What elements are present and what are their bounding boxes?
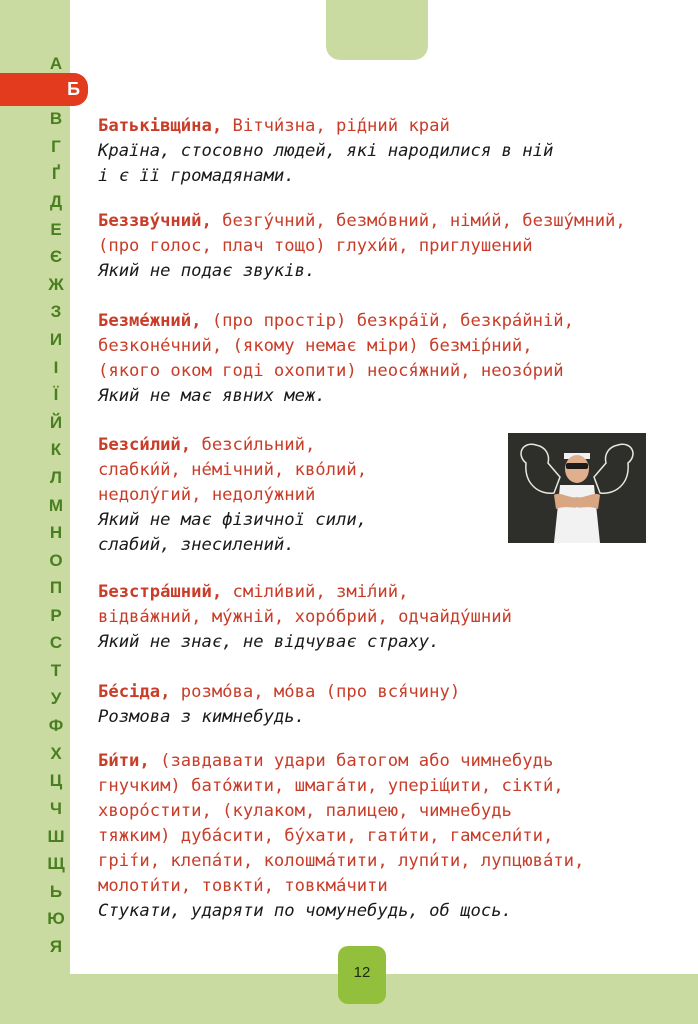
entry-synonyms: (про голос, плач тощо) глухи́й, приглушений bbox=[98, 236, 533, 256]
alphabet-letter[interactable]: В bbox=[49, 109, 63, 129]
entry-definition: Який не знає, не відчуває страху. bbox=[98, 632, 440, 652]
alphabet-letter[interactable]: Ж bbox=[48, 274, 64, 294]
entry-headword: Батьківщи́на, bbox=[98, 116, 223, 136]
alphabet-letter[interactable]: У bbox=[50, 688, 62, 708]
alphabet-letter[interactable]: И bbox=[49, 329, 63, 349]
entry-definition: Стукати, ударяти по чомунебудь, об щось. bbox=[98, 901, 512, 921]
dictionary-entry bbox=[98, 680, 460, 730]
entry-synonyms: хворо́стити, (кулаком, палицею, чимнебудь bbox=[98, 801, 512, 821]
alphabet-letter[interactable]: Ц bbox=[49, 771, 63, 791]
alphabet-letter[interactable]: Я bbox=[49, 937, 63, 956]
entry-synonyms: тяжким) дуба́сити, бу́хати, гати́ти, гамсели́ти, bbox=[98, 826, 554, 846]
alphabet-letter[interactable]: Ш bbox=[47, 826, 65, 846]
page-number: 12 bbox=[353, 964, 371, 981]
alphabet-letter[interactable]: З bbox=[50, 302, 62, 322]
alphabet-letter[interactable]: Е bbox=[50, 219, 62, 239]
alphabet-letter[interactable]: П bbox=[49, 578, 63, 598]
entry-synonyms: (завдавати удари батогом або чимнебудь bbox=[149, 751, 554, 771]
entry-synonyms: сміли́вий, змі́лий, bbox=[222, 582, 409, 602]
entry-synonyms: грі́ти, клепа́ти, колошма́тити, лупи́ти, лупцюва́ти, bbox=[98, 851, 585, 871]
alphabet-letter[interactable]: О bbox=[49, 550, 63, 570]
alphabet-letter[interactable]: Г bbox=[51, 136, 61, 156]
alphabet-letter[interactable]: С bbox=[49, 633, 63, 653]
alphabet-letter[interactable]: Ф bbox=[48, 716, 64, 736]
alphabet-letter[interactable]: К bbox=[50, 440, 62, 460]
entry-synonyms: гнучким) бато́жити, шмага́ти, упері́щити, сікти́, bbox=[98, 776, 564, 796]
alphabet-letter[interactable]: Щ bbox=[47, 854, 65, 874]
alphabet-letter[interactable]: Ґ bbox=[51, 164, 61, 184]
photo-illustration bbox=[508, 433, 646, 543]
entry-synonyms: безгу́чний, безмо́вний, німи́й, безшу́мний, bbox=[211, 211, 626, 231]
alphabet-index bbox=[40, 50, 72, 961]
alphabet-letter[interactable]: М bbox=[48, 495, 64, 515]
entry-synonyms: розмо́ва, мо́ва (про вся́чину) bbox=[170, 682, 461, 702]
alphabet-letter[interactable]: Ч bbox=[50, 799, 62, 819]
entry-synonyms: молоти́ти, товкти́, товкма́чити bbox=[98, 876, 388, 896]
entry-definition: Країна, стосовно людей, які народилися в ній bbox=[98, 141, 554, 161]
entry-headword: Безси́лий, bbox=[98, 435, 192, 455]
entry-synonyms: Вітчи́зна, рі́дний край bbox=[222, 116, 450, 136]
entry-synonyms: (про простір) безкра́їй, безкра́йній, bbox=[201, 311, 575, 331]
dictionary-entry bbox=[98, 114, 553, 189]
alphabet-letter[interactable]: Д bbox=[49, 191, 63, 211]
alphabet-letter[interactable]: Ю bbox=[47, 909, 65, 929]
entry-synonyms: слабки́й, не́мічний, кво́лий, bbox=[98, 460, 368, 480]
entry-headword: Беззву́чний, bbox=[98, 211, 212, 231]
entry-definition: слабий, знесилений. bbox=[98, 535, 295, 555]
alphabet-letter[interactable]: Р bbox=[50, 605, 62, 625]
entry-synonyms: безконе́чний, (якому немає міри) безмі́рний, bbox=[98, 336, 533, 356]
dictionary-entry bbox=[98, 433, 367, 558]
page-number-badge bbox=[338, 946, 386, 1004]
top-tab-decoration bbox=[326, 0, 428, 60]
dictionary-entry bbox=[98, 749, 584, 924]
active-letter: Б bbox=[67, 79, 80, 99]
entry-synonyms: (якого оком годі охопити) неося́жний, неозо́рий bbox=[98, 361, 564, 381]
entry-headword: Би́ти, bbox=[98, 751, 150, 771]
alphabet-letter[interactable]: Ї bbox=[53, 385, 59, 405]
entry-headword: Безме́жний, bbox=[98, 311, 202, 331]
alphabet-letter[interactable]: Л bbox=[50, 467, 62, 487]
entry-synonyms: відва́жний, му́жній, хоро́брий, одчайду́шний bbox=[98, 607, 512, 627]
alphabet-letter[interactable]: Ь bbox=[49, 881, 63, 901]
alphabet-letter[interactable]: Є bbox=[49, 247, 63, 267]
entry-definition: Який не подає звуків. bbox=[98, 261, 316, 281]
entry-definition: Який не має фізичної сили, bbox=[98, 510, 368, 530]
alphabet-letter[interactable]: Й bbox=[49, 412, 63, 432]
entry-headword: Бе́сіда, bbox=[98, 682, 171, 702]
entry-synonyms: безси́льний, bbox=[191, 435, 316, 455]
active-letter-tab[interactable] bbox=[0, 73, 88, 106]
entry-definition: і є її громадянами. bbox=[98, 166, 295, 186]
alphabet-letter[interactable]: І bbox=[53, 357, 59, 377]
entry-headword: Безстра́шний, bbox=[98, 582, 223, 602]
entry-definition: Розмова з кимнебудь. bbox=[98, 707, 305, 727]
entry-definition: Який не має явних меж. bbox=[98, 386, 326, 406]
dictionary-entry bbox=[98, 580, 512, 655]
alphabet-letter[interactable]: Н bbox=[49, 523, 63, 543]
entry-synonyms: недолу́гий, недолу́жний bbox=[98, 485, 316, 505]
dictionary-entry bbox=[98, 209, 626, 284]
dictionary-entry bbox=[98, 309, 574, 409]
alphabet-letter[interactable]: Т bbox=[50, 661, 62, 681]
alphabet-letter[interactable]: Х bbox=[50, 743, 62, 763]
strong-arms-chalkboard-photo bbox=[508, 433, 646, 543]
alphabet-letter[interactable]: А bbox=[49, 54, 63, 73]
